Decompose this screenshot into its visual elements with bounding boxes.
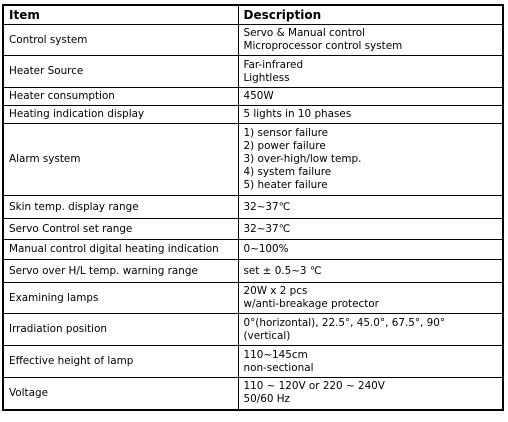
description-line: Servo & Manual control	[243, 27, 366, 39]
description-line: w/anti-breakage protector	[243, 298, 379, 310]
description-cell	[238, 283, 503, 314]
description-line: 1) sensor failure	[243, 127, 329, 139]
item-cell: Control system	[3, 25, 238, 56]
description-line: 110~145cm	[243, 348, 308, 361]
header-description: Description	[238, 5, 503, 25]
table-row	[3, 260, 503, 283]
item-cell: Heating indication display	[3, 106, 238, 124]
item-cell: Manual control digital heating indication	[3, 240, 238, 260]
table-row	[3, 88, 503, 106]
description-cell	[238, 346, 503, 378]
description-line: 2) power failure	[243, 140, 326, 152]
table-row	[3, 106, 503, 124]
description-cell	[238, 106, 503, 124]
description-line: 20W x 2 pcs	[243, 285, 308, 297]
specification-table	[2, 4, 504, 411]
item-cell: Servo Control set range	[3, 219, 238, 240]
item-cell: Alarm system	[3, 124, 238, 196]
description-line: 0°(horizontal), 22.5°, 45.0°, 67.5°, 90°	[243, 316, 446, 329]
item-cell: Heater Source	[3, 56, 238, 88]
header-item: Item	[3, 5, 238, 25]
description-cell	[238, 314, 503, 346]
description-cell	[238, 25, 503, 56]
description-cell	[238, 88, 503, 106]
description-line: (vertical)	[243, 329, 291, 342]
table-row	[3, 283, 503, 314]
item-cell: Examining lamps	[3, 283, 238, 314]
description-cell	[238, 260, 503, 283]
description-line: 5) heater failure	[243, 179, 328, 191]
item-cell: Voltage	[3, 378, 238, 410]
item-cell: Effective height of lamp	[3, 346, 238, 378]
description-line: 0~100%	[243, 243, 289, 255]
table-header-row	[3, 5, 503, 25]
description-line: Far-infrared	[243, 58, 304, 71]
item-cell: Servo over H/L temp. warning range	[3, 260, 238, 283]
table-row	[3, 124, 503, 196]
description-line: Lightless	[243, 71, 290, 84]
description-cell	[238, 378, 503, 410]
description-line: 3) over-high/low temp.	[243, 153, 362, 165]
table-row	[3, 25, 503, 56]
description-line: 450W	[243, 90, 274, 102]
item-cell: Skin temp. display range	[3, 196, 238, 219]
table-row	[3, 240, 503, 260]
description-line: non-sectional	[243, 361, 314, 374]
description-cell	[238, 56, 503, 88]
table-row	[3, 378, 503, 410]
description-line: 5 lights in 10 phases	[243, 108, 352, 120]
description-line: set ± 0.5~3 ℃	[243, 264, 322, 277]
description-line: Microprocessor control system	[243, 40, 403, 52]
table-row	[3, 219, 503, 240]
description-cell	[238, 219, 503, 240]
table-row	[3, 346, 503, 378]
table-row	[3, 196, 503, 219]
description-line: 4) system failure	[243, 166, 332, 178]
description-line: 32~37℃	[243, 200, 291, 213]
description-cell	[238, 240, 503, 260]
description-line: 50/60 Hz	[243, 393, 291, 406]
item-cell: Heater consumption	[3, 88, 238, 106]
description-line: 110 ~ 120V or 220 ~ 240V	[243, 380, 385, 393]
spec-sheet	[2, 4, 502, 411]
description-cell	[238, 196, 503, 219]
table-row	[3, 56, 503, 88]
description-cell	[238, 124, 503, 196]
item-cell: Irradiation position	[3, 314, 238, 346]
description-line: 32~37℃	[243, 222, 291, 235]
table-row	[3, 314, 503, 346]
